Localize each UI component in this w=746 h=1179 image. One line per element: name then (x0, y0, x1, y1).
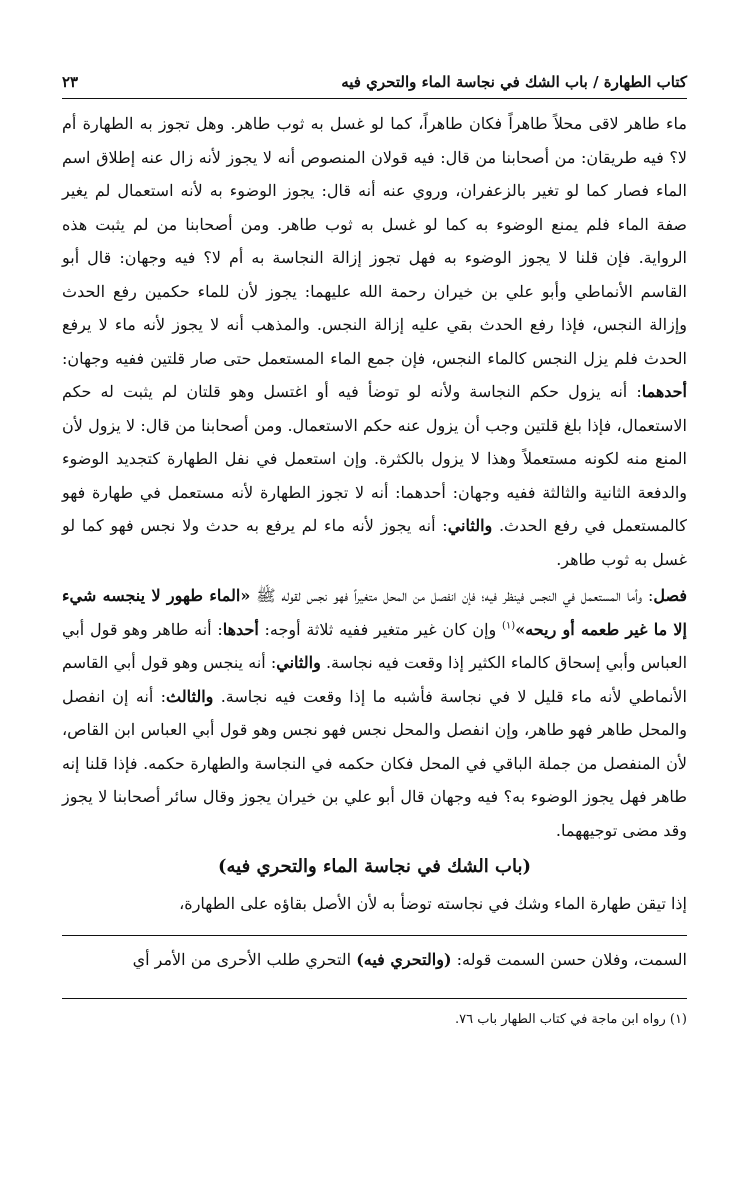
commentary-text (62, 944, 687, 976)
paragraph-chapter-opening: إذا تيقن طهارة الماء وشك في نجاسته توضأ به لأن الأصل بقاؤه على الطهارة، (179, 894, 687, 913)
section-marker: فصل (653, 586, 688, 605)
page-number: ٢٣ (62, 73, 79, 91)
paragraph-text: وإن كان غير متغير ففيه ثلاثة أوجه: (258, 619, 503, 639)
footnote: (١) رواه ابن ماجة في كتاب الطهار باب ٧٦. (455, 1011, 687, 1027)
paragraph-text: : أنه طاهر وهو قول أبي العباس وأبي إسحاق كالماء الكثير إذا وقعت فيه نجاسة. (62, 619, 688, 672)
header-title: كتاب الطهارة / باب الشك في نجاسة الماء والتحري فيه (341, 73, 687, 91)
bold-term: والثالث (166, 686, 214, 706)
header-rule (62, 98, 687, 99)
book-page (62, 70, 687, 1033)
bold-term: أحدهما (641, 382, 687, 401)
paragraph-text: : أنه ينجس وهو قول أبي القاسم الأنماطي لأنه ماء قليل لا في نجاسة فأشبه ما إذا وقعت فيه نجاسة. (62, 653, 687, 706)
running-header (62, 70, 687, 94)
bold-term: والثاني (276, 653, 321, 672)
commentary-term: (والتحري فيه) (356, 949, 452, 969)
paragraph-text: : وأما المستعمل في النجس فينظر فيه؛ فإن انفصل من المحل متغيراً فهو نجس لقوله ﷺ (250, 586, 654, 605)
commentary-fragment: السمت، وفلان حسن السمت قوله: (451, 949, 687, 969)
hadith-quote: «الماء طهور لا ينجسه شيء إلا ما غير طعمه أو ريحه» (62, 586, 687, 639)
bold-term: والثاني (447, 516, 493, 535)
paragraph-used-water (62, 107, 687, 576)
commentary-rule (62, 935, 687, 936)
paragraph-text: : أنه إن انفصل والمحل طاهر فهو طاهر، وإن انفصل والمحل نجس فهو نجس وهو قول أبي العباس ابن القاص، لأن المنفصل من جملة الباقي في المحل فكان حكمه في النجاسة والطهارة حكمه. فإذا قلنا إنه طاهر فهل يجوز الوضوء به؟ فيه وجهان قال أبو علي بن خيران يجوز وقال سائر أصحابنا لا يجوز وقد مضى توجيههما. (62, 686, 687, 840)
paragraph-text: : أنه يزول حكم النجاسة ولأنه لو توضأ فيه أو اغتسل وهو قلتان لم يثبت له حكم الاستعمال، فإذا بلغ قلتين وجب أن يزول عنه حكم الاستعمال. ومن أصحابنا من قال: لا يزول لأن المنع منه لكونه مستعملاً وهذا لا يزول بالكثرة. وإن استعمل في نفل الطهارة كتجديد الوضوء والدفعة الثانية والثالثة ففيه وجهان: أحدهما: أنه لا تجوز الطهارة لأنه مستعمل في طهارة فهو كالمستعمل في رفع الحدث. (62, 382, 688, 535)
paragraph-text: ماء طاهر لاقى محلاً طاهراً فكان طاهراً، كما لو غسل به ثوب طاهر. وهل تجوز به الطهارة أم لا؟ فيه طريقان: من أصحابنا من قال: فيه قولان المنصوص أنه لا يجوز لأنه زال عنه إطلاق اسم الماء فصار كما لو تغير بالزعفران، وروي عنه أنه قال: يجوز الوضوء به لأنه استعمال لم يغير صفة الماء فلم يمنع الوضوء به كما لو غسل به ثوب طاهر. ومن أصحابنا من لم يثبت هذه الرواية. فإن قلنا لا يجوز الوضوء به فهل تجوز إزالة النجاسة به أم لا؟ فيه وجهان: قال أبو القاسم الأنماطي وأبو علي بن خيران رحمة الله عليهما: يجوز لأن للماء حكمين رفع الحدث وإزالة النجس، فإذا رفع الحدث بقي عليه إزالة النجس. والمذهب أنه لا يجوز لأنه ماء لا يرفع الحدث فلم يزل النجس كالماء النجس، فإن جمع الماء المستعمل حتى صار قلتين ففيه وجهان: (62, 114, 687, 368)
paragraph-section-fasl (62, 579, 687, 847)
footnote-reference[interactable]: (١) (502, 620, 516, 632)
footnote-rule (62, 998, 687, 999)
bold-term: أحدها (222, 619, 259, 639)
chapter-heading: (باب الشك في نجاسة الماء والتحري فيه) (217, 856, 531, 877)
paragraph-text: : أنه يجوز لأنه ماء لم يرفع به حدث ولا نجس فهو كما لو غسل به ثوب طاهر. (62, 516, 687, 569)
commentary-fragment: التحري طلب الأحرى من الأمر أي (132, 949, 357, 969)
